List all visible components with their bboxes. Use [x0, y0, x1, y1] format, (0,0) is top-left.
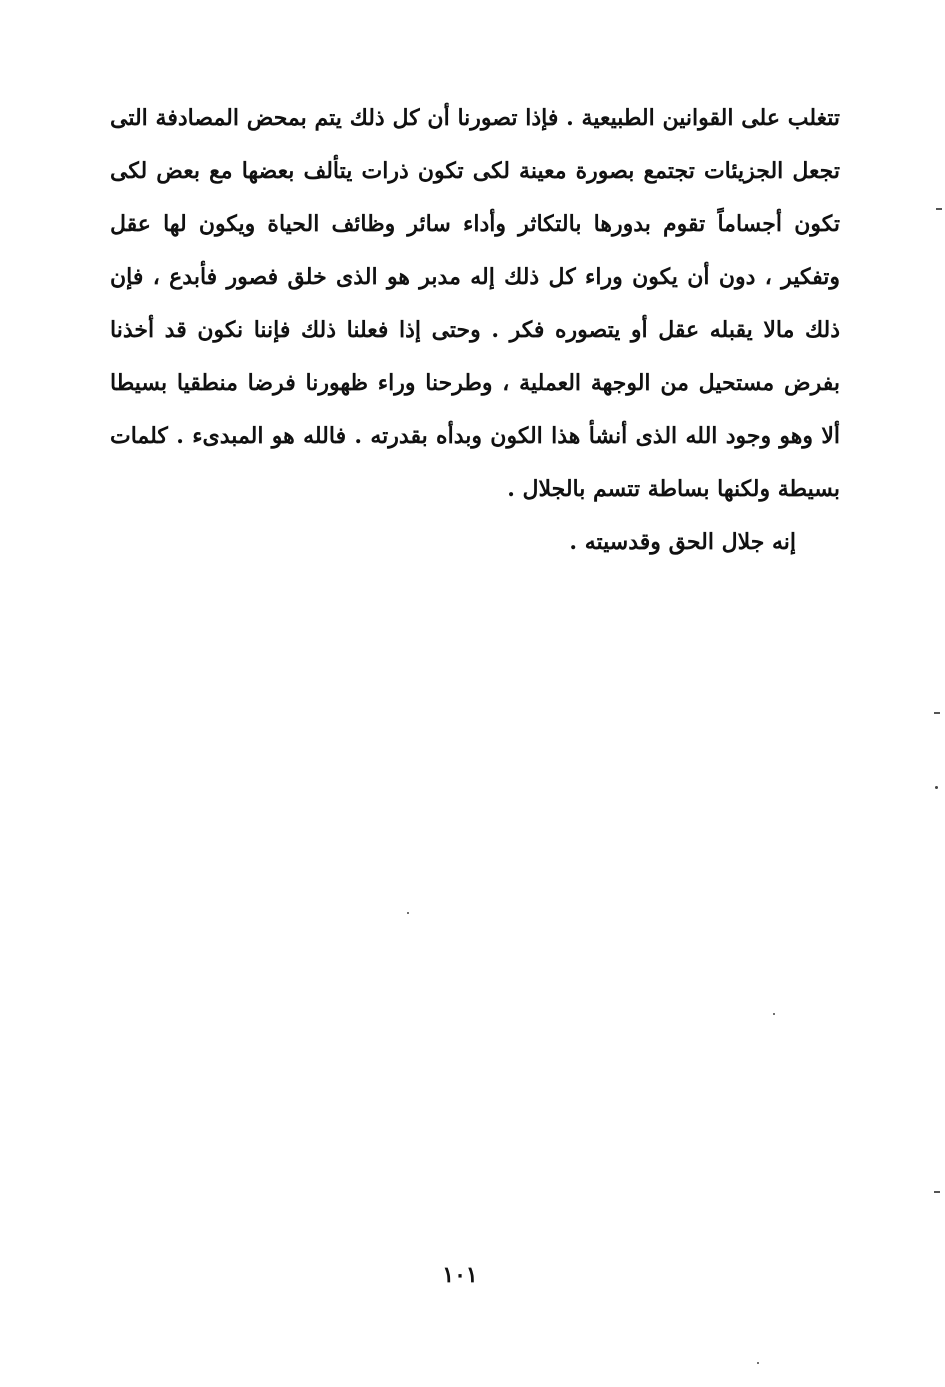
- paragraph: تتغلب على القوانين الطبيعية . فإذا تصورنا أن كل ذلك يتم بمحض المصادفة التى تجعل الجزيئات تجتمع بصورة معينة لكى تكون ذرات يتألف بعضها مع بعض لكى تكون أجساماً تقوم بدورها بالتكاثر وأداء سائر وظائف الحياة ويكون لها عقل وتفكير ، دون أن يكون وراء كل ذلك إله مدبر هو الذى خلق فصور فأبدع ، فإن ذلك مالا يقبله عقل أو يتصوره فكر . وحتى إذا فعلنا ذلك فإننا نكون قد أخذنا بفرض مستحيل من الوجهة العملية ، وطرحنا وراء ظهورنا فرضا منطقيا بسيطا ألا وهو وجود الله الذى أنشأ هذا الكون وبدأه بقدرته . فالله هو المبدىء . كلمات بسيطة ولكنها بساطة تتسم بالجلال .: [110, 105, 840, 502]
- paragraph: إنه جلال الحق وقدسيته .: [569, 529, 796, 555]
- scan-speck: [757, 1362, 759, 1364]
- scan-mark: [934, 1191, 940, 1193]
- scan-mark: [934, 712, 940, 714]
- scan-speck: [773, 1013, 775, 1015]
- scan-speck: [407, 912, 409, 914]
- body-text: [110, 92, 840, 569]
- scan-mark: [936, 208, 942, 210]
- page-number: ١٠١: [442, 1262, 478, 1288]
- scan-speck: [935, 786, 938, 789]
